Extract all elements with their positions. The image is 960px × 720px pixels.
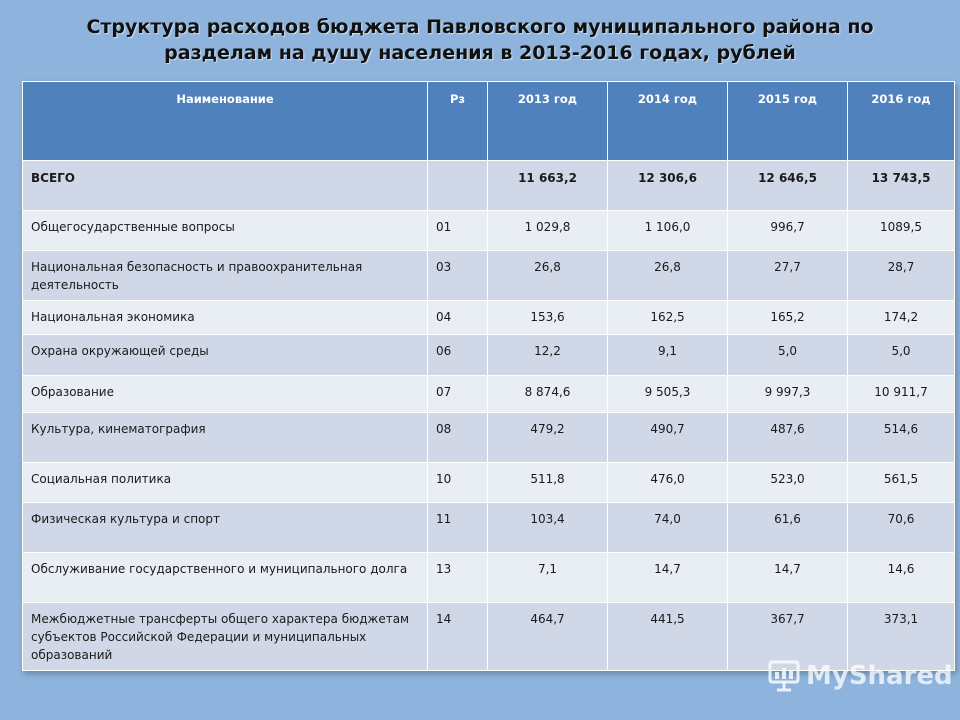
table-row [23,376,955,413]
cell-name: Национальная безопасность и правоохранительная деятельность [23,251,428,301]
cell-2016: 10 911,7 [848,376,955,413]
cell-2016: 174,2 [848,301,955,335]
cell-2013: 26,8 [488,251,608,301]
cell-2015: 12 646,5 [728,161,848,211]
cell-2014: 9,1 [608,335,728,376]
cell-2014: 26,8 [608,251,728,301]
budget-table [22,81,955,671]
cell-2014: 1 106,0 [608,211,728,251]
page-title [40,14,920,66]
cell-rz: 10 [428,463,488,503]
cell-rz: 13 [428,553,488,603]
cell-2015: 487,6 [728,413,848,463]
title-line-1: Структура расходов бюджета Павловского муниципального района по [86,16,874,38]
table-row [23,335,955,376]
header-rz: Рз [428,82,488,161]
presentation-board-icon [766,658,802,694]
cell-2016: 13 743,5 [848,161,955,211]
header-name: Наименование [23,82,428,161]
cell-2013: 1 029,8 [488,211,608,251]
cell-name: Социальная политика [23,463,428,503]
cell-2013: 11 663,2 [488,161,608,211]
watermark [766,656,953,696]
table-row [23,553,955,603]
cell-2016: 1089,5 [848,211,955,251]
cell-2015: 523,0 [728,463,848,503]
cell-2013: 464,7 [488,603,608,671]
table-row [23,211,955,251]
cell-2013: 8 874,6 [488,376,608,413]
header-2013: 2013 год [488,82,608,161]
cell-rz: 11 [428,503,488,553]
table-header-row [23,82,955,161]
cell-name: ВСЕГО [23,161,428,211]
table-row [23,503,955,553]
cell-2013: 153,6 [488,301,608,335]
title-line-2: разделам на душу населения в 2013-2016 годах, рублей [164,42,796,64]
cell-2016: 14,6 [848,553,955,603]
cell-rz: 04 [428,301,488,335]
cell-name: Физическая культура и спорт [23,503,428,553]
cell-name: Культура, кинематография [23,413,428,463]
cell-rz: 14 [428,603,488,671]
cell-2013: 7,1 [488,553,608,603]
table-row [23,413,955,463]
cell-2016: 561,5 [848,463,955,503]
cell-rz: 01 [428,211,488,251]
cell-rz [428,161,488,211]
cell-2013: 103,4 [488,503,608,553]
cell-name: Общегосударственные вопросы [23,211,428,251]
header-2015: 2015 год [728,82,848,161]
cell-name: Национальная экономика [23,301,428,335]
cell-name: Межбюджетные трансферты общего характера бюджетам субъектов Российской Федерации и муниципальных образований [23,603,428,671]
watermark-text: MyShared [806,661,953,691]
cell-2015: 5,0 [728,335,848,376]
cell-2014: 476,0 [608,463,728,503]
cell-rz: 03 [428,251,488,301]
cell-name: Обслуживание государственного и муниципального долга [23,553,428,603]
cell-2016: 514,6 [848,413,955,463]
table-row [23,251,955,301]
table-row [23,463,955,503]
cell-2016: 373,1 [848,603,955,671]
cell-rz: 06 [428,335,488,376]
cell-2014: 162,5 [608,301,728,335]
cell-2013: 12,2 [488,335,608,376]
cell-2016: 70,6 [848,503,955,553]
table-body [23,161,955,671]
cell-2014: 74,0 [608,503,728,553]
cell-2015: 367,7 [728,603,848,671]
cell-2015: 61,6 [728,503,848,553]
header-2016: 2016 год [848,82,955,161]
cell-2016: 5,0 [848,335,955,376]
cell-2015: 165,2 [728,301,848,335]
table-row [23,301,955,335]
cell-2014: 490,7 [608,413,728,463]
cell-2014: 14,7 [608,553,728,603]
cell-2013: 479,2 [488,413,608,463]
cell-2015: 9 997,3 [728,376,848,413]
cell-2014: 441,5 [608,603,728,671]
cell-2013: 511,8 [488,463,608,503]
header-2014: 2014 год [608,82,728,161]
cell-2015: 14,7 [728,553,848,603]
table-row-total [23,161,955,211]
cell-2015: 996,7 [728,211,848,251]
cell-2015: 27,7 [728,251,848,301]
cell-2014: 9 505,3 [608,376,728,413]
cell-2014: 12 306,6 [608,161,728,211]
cell-name: Образование [23,376,428,413]
cell-2016: 28,7 [848,251,955,301]
cell-name: Охрана окружающей среды [23,335,428,376]
cell-rz: 08 [428,413,488,463]
cell-rz: 07 [428,376,488,413]
